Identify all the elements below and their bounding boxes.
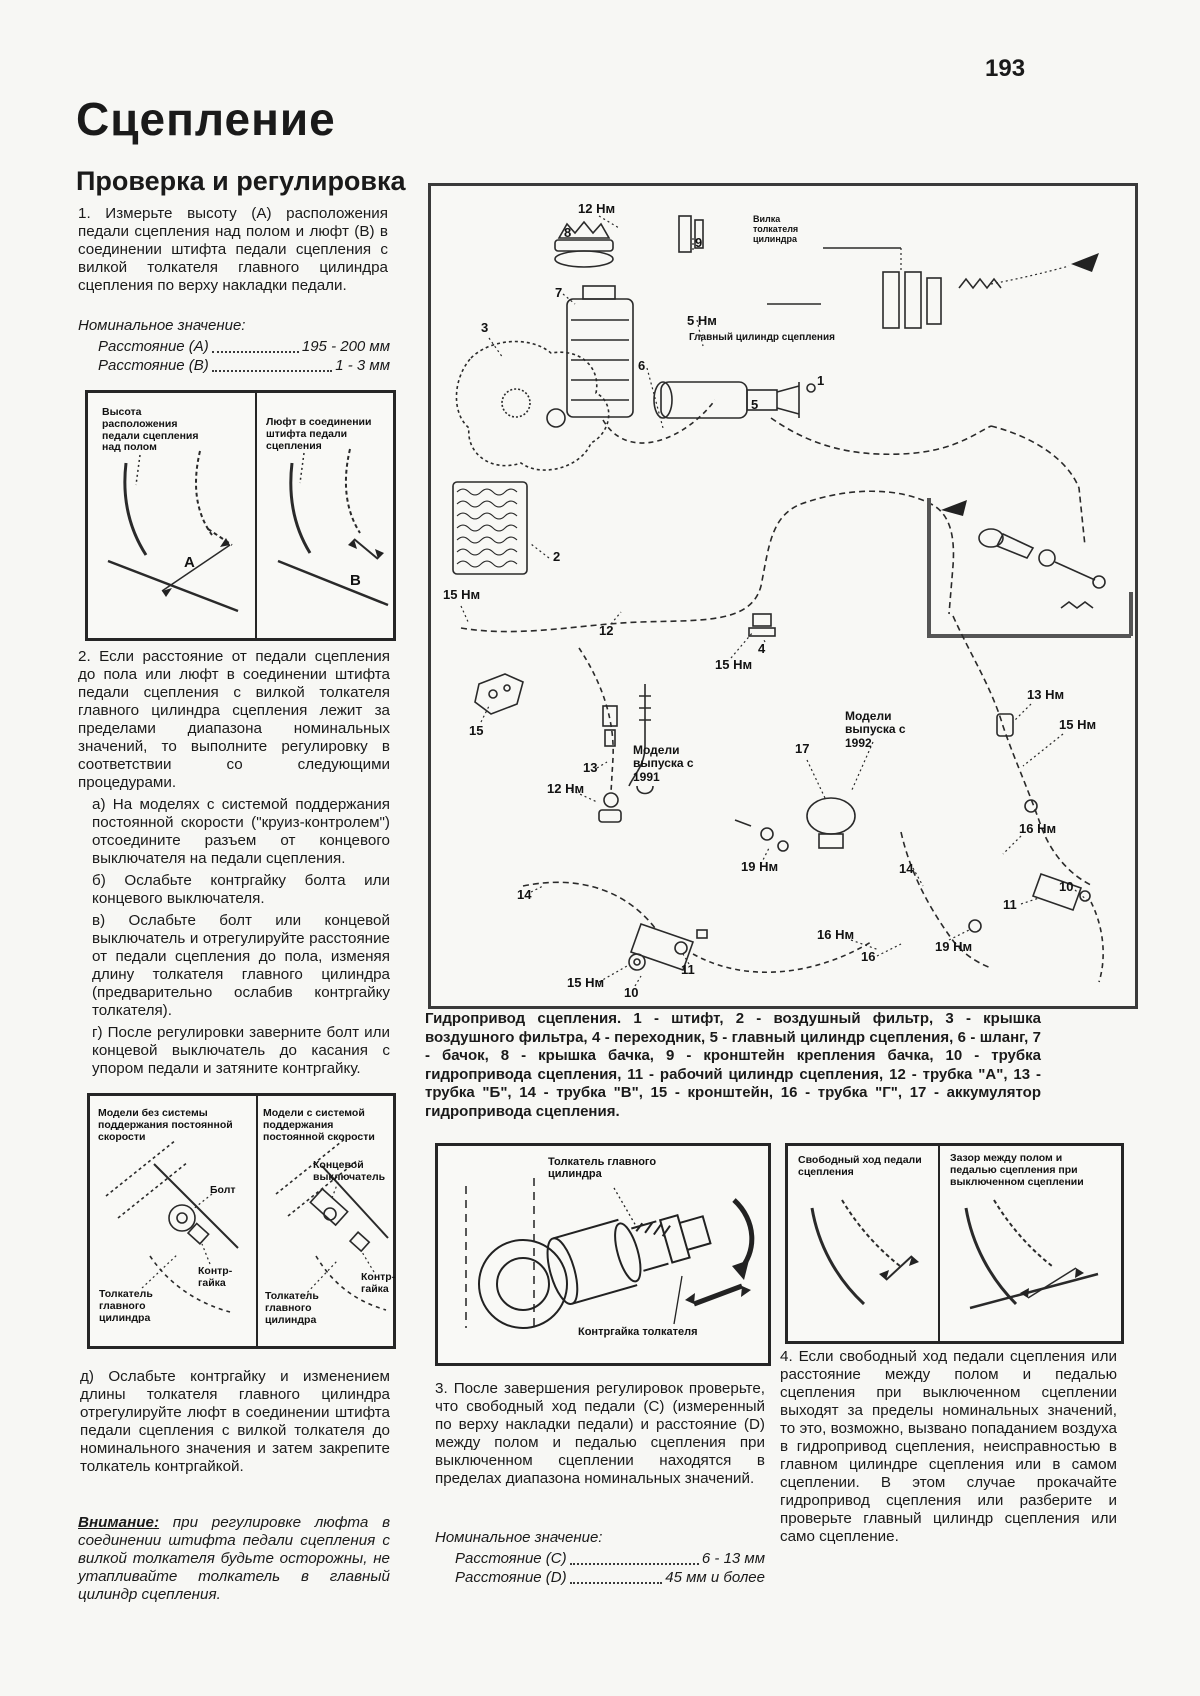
figure-caption: Гидропривод сцепления. 1 - штифт, 2 - воздушный фильтр, 3 - крышка воздушного фильтра, 4 - переходник, 5 - главный цилиндр сцепления, 6 - шланг, 7 - бачок, 8 - крышка бачка, 9 - кронштейн крепления бачка, 10 - трубка гидропривода сцепления, 11 - рабочий цилиндр сцепления, 12 - трубка "А", 13 - трубка "Б", 14 - трубка "В", 15 - кронштейн, 16 - трубка "Г", 17 - аккумулятор гидропривода сцепления. — [425, 1010, 1041, 1120]
nominal-row — [78, 337, 390, 356]
figure-cruise-models — [87, 1093, 396, 1349]
diagram-label: Модели без системы поддержания постоянной скорости — [98, 1107, 233, 1143]
diagram-label: Модели с системой поддержания постоянной скорости — [263, 1107, 375, 1143]
diagram-label: 15 Нм — [567, 975, 605, 990]
diagram-label: 4 — [758, 641, 766, 656]
warning-note — [78, 1514, 390, 1604]
diagram-label: Люфт в соединении штифта педали сцепления — [266, 416, 372, 452]
diagram-label: 10 — [624, 985, 639, 1000]
diagram-label: 19 Нм — [741, 859, 779, 874]
diagram-label: 11 — [1003, 897, 1017, 912]
diagram-label: 19 Нм — [935, 939, 973, 954]
paragraph-1: 1. Измерьте высоту (А) расположения педали сцепления над полом и люфт (В) в соединении штифта педали сцепления с вилкой толкателя главного цилиндра сцепления по верху накладки педали. — [78, 205, 388, 294]
figure-pushrod — [435, 1143, 771, 1366]
diagram-label: 15 Нм — [443, 587, 481, 602]
diagram-label: 9 — [695, 235, 703, 250]
item-d: д) Ослабьте контргайку и изменением длины толкателя главного цилиндра отрегулируйте люфт в соединении штифта педали сцепления с вилкой толкателя до номинального значения и затем закрепите толкатель контргайкой. — [80, 1368, 390, 1475]
warning-text: при регулировке люфта в соединении штифта педали сцепления с вилкой толкателя будьте осторожны, не утапливайте толкатель в главный цилиндр сцепления. — [78, 1514, 390, 1603]
nominal-name: Расстояние (А) — [98, 338, 209, 355]
diagram-label: 14 — [517, 887, 532, 902]
nominal-name: Расстояние (В) — [98, 357, 209, 374]
page-number: 193 — [985, 55, 1026, 82]
diagram-label: 14 — [899, 861, 914, 876]
item-v: в) Ослабьте болт или концевой выключатель и отрегулируйте расстояние от педали сцепления до пола, изменяя длину толкателя главного цилиндра (предварительно ослабив контргайку толкателя). — [92, 912, 390, 1019]
diagram-label: Контр- гайка — [361, 1271, 396, 1295]
nominal-label: Номинальное значение: — [78, 317, 246, 334]
figure-pedal-height — [85, 390, 396, 641]
diagram-label: 12 Нм — [547, 781, 585, 796]
item-g: г) После регулировки заверните болт или концевой выключатель до касания с упором педали и затяните контргайку. — [92, 1024, 390, 1077]
nominal-label: Номинальное значение: — [435, 1529, 603, 1546]
diagram-label: Модели выпуска с 1992 — [845, 709, 906, 750]
nominal-values-2 — [435, 1528, 765, 1587]
diagram-label: 15 — [469, 723, 484, 738]
diagram-label: 16 Нм — [817, 927, 855, 942]
diagram-label: Толкатель главного цилиндра — [265, 1290, 319, 1326]
diagram-label: 15 Нм — [715, 657, 753, 672]
diagram-label: 17 — [795, 741, 810, 756]
paragraph-2: 2. Если расстояние от педали сцепления до пола или люфт в соединении штифта педали сцепления с вилкой толкателя главного цилиндра сцепления лежит за пределами диапазона номинальных значений, то выполните регулировку в соответствии со следующими процедурами. — [78, 648, 390, 791]
diagram-label: 6 — [638, 358, 646, 373]
diagram-label: 5 — [751, 397, 759, 412]
diagram-label: 12 — [599, 623, 614, 638]
diagram-label: Высота расположения педали сцепления над полом — [102, 406, 199, 454]
diagram-label: 8 — [564, 225, 572, 240]
nominal-row — [435, 1568, 765, 1587]
diagram-label: Главный цилиндр сцепления — [689, 332, 835, 343]
diagram-label: 2 — [553, 549, 561, 564]
diagram-label: 1 — [817, 373, 825, 388]
dot-leader — [570, 1563, 699, 1565]
diagram-label: 13 Нм — [1027, 687, 1065, 702]
dot-leader — [212, 370, 332, 372]
nominal-value: 6 - 13 мм — [701, 1550, 765, 1567]
diagram-label: 12 Нм — [578, 201, 616, 216]
diagram-label: Толкатель главного цилиндра — [99, 1288, 153, 1324]
diagram-label: Вилка толкателя цилиндра — [753, 214, 799, 245]
diagram-label: 13 — [583, 760, 598, 775]
nominal-value: 1 - 3 мм — [335, 357, 390, 374]
diagram-label: В — [350, 572, 361, 589]
diagram-label: 16 — [861, 949, 876, 964]
diagram-label: Контр- гайка — [198, 1265, 233, 1289]
procedure-block — [78, 648, 390, 1082]
dot-leader — [212, 351, 299, 353]
page-title: Сцепление — [76, 93, 336, 145]
item-b: б) Ослабьте контргайку болта или концевого выключателя. — [92, 872, 390, 907]
dot-leader — [570, 1582, 663, 1584]
diagram-label: Зазор между полом и педалью сцепления при выключенном сцеплении — [950, 1152, 1084, 1188]
diagram-label: Болт — [210, 1184, 236, 1196]
nominal-name: Расстояние (D) — [455, 1569, 567, 1586]
item-a: а) На моделях с системой поддержания постоянной скорости ("круиз-контролем") отсоедините разъем от концевого выключателя на педали сцепления. — [92, 796, 390, 867]
diagram-label: 11 — [681, 962, 695, 977]
diagram-label: 7 — [555, 285, 563, 300]
warning-label: Внимание: — [78, 1514, 160, 1531]
clutch-hydraulics-drawing — [431, 186, 1135, 1006]
diagram-label: Толкатель главного цилиндра — [548, 1156, 657, 1181]
diagram-label: Свободный ход педали сцепления — [798, 1154, 922, 1178]
nominal-values-1 — [78, 316, 390, 375]
diagram-label: 10 — [1059, 879, 1074, 894]
diagram-label: 3 — [481, 320, 489, 335]
diagram-label: 5 Нм — [687, 313, 717, 328]
diagram-label: 15 Нм — [1059, 717, 1097, 732]
figure-clutch-hydraulics — [428, 183, 1138, 1009]
nominal-name: Расстояние (С) — [455, 1550, 567, 1567]
diagram-label: Модели выпуска с 1991 — [633, 743, 694, 784]
diagram-label: Концевой выключатель — [313, 1159, 386, 1183]
nominal-row — [78, 356, 390, 375]
paragraph-3: 3. После завершения регулировок проверьте, что свободный ход педали (С) (измеренный по верху накладки педали) и расстояние (D) между полом и педалью сцепления при выключенном сцеплении находятся в пределах диапазона номинальных значений. — [435, 1380, 765, 1487]
diagram-label: 16 Нм — [1019, 821, 1057, 836]
diagram-label: Контргайка толкателя — [578, 1326, 698, 1338]
figure-freeplay — [785, 1143, 1124, 1344]
nominal-value: 45 мм и более — [665, 1569, 765, 1586]
section-title: Проверка и регулировка — [76, 166, 406, 196]
nominal-value: 195 - 200 мм — [301, 338, 390, 355]
diagram-label: А — [184, 554, 195, 571]
nominal-row — [435, 1549, 765, 1568]
paragraph-4: 4. Если свободный ход педали сцепления или расстояние между полом и педалью сцепления при выключенном сцеплении выходят за пределы номинальных значений, то это, возможно, вызвано попаданием воздуха в гидропривод сцепления, неисправностью в главном цилиндре сцепления или в самом сцеплении. В этом случае прокачайте гидропривод сцепления или разберите и проверьте главный цилиндр сцепления или само сцепление. — [780, 1348, 1117, 1545]
